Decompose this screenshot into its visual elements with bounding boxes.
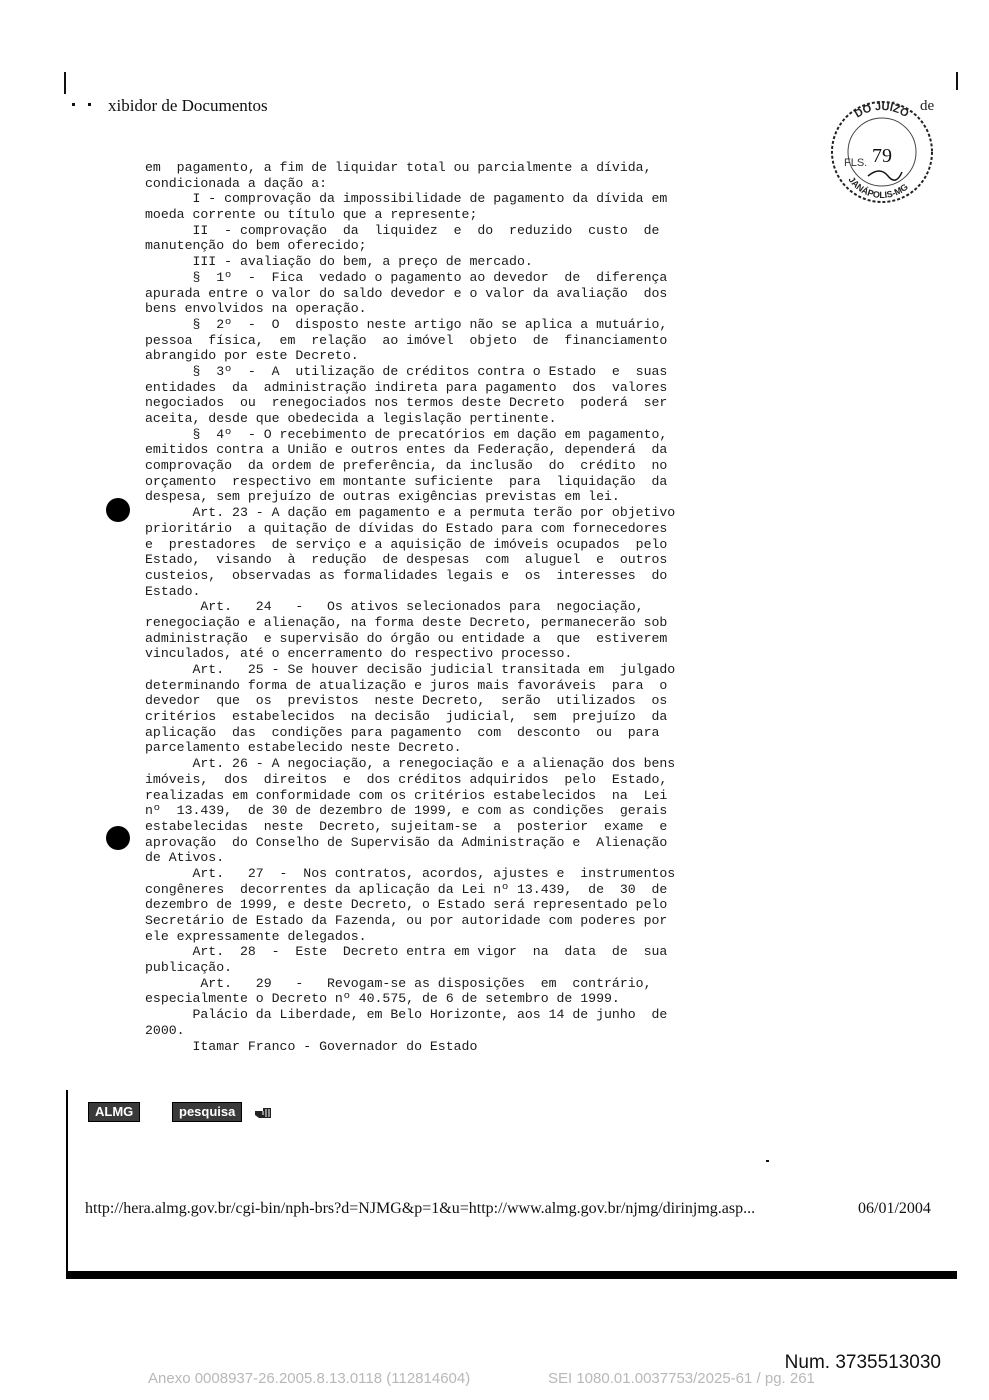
document-line: II - comprovação da liquidez e do reduzido custo de (145, 222, 660, 238)
document-line: ele expressamente delegados. (145, 928, 367, 944)
document-line: apurada entre o valor do saldo devedor e o valor da avaliação dos (145, 285, 668, 301)
stamp-ring-text-top: DO JUÍZO (852, 100, 911, 121)
document-line: publicação. (145, 960, 233, 976)
document-line: § 3º - A utilização de créditos contra o Estado e suas (145, 363, 668, 379)
page-number-label: de (920, 98, 935, 114)
document-line: em pagamento, a fim de liquidar total ou parcialmente a dívida, (145, 160, 652, 175)
document-line: especialmente o Decreto nº 40.575, de 6 de setembro de 1999. (145, 991, 620, 1007)
scan-dot (72, 103, 75, 106)
document-line: Art. 29 - Revogam-se as disposições em contrário, (145, 975, 652, 991)
document-line: pessoa física, em relação ao imóvel objeto de financiamento (145, 332, 668, 348)
stamp-fls-number: 79 (872, 145, 892, 167)
document-line: aceita, desde que obedecida a legislação pertinente. (145, 411, 557, 426)
document-line: I - comprovação da impossibilidade de pagamento da dívida em (145, 191, 668, 207)
document-line: Art. 25 - Se houver decisão judicial transitada em julgado (145, 662, 676, 677)
footer-url: http://hera.almg.gov.br/cgi-bin/nph-brs?d=NJMG&p=1&u=http://www.almg.gov.br/njmg/dirinjmg.asp... (85, 1200, 756, 1217)
document-line: bens envolvidos na operação. (145, 301, 367, 317)
document-line: Itamar Franco - Governador do Estado (145, 1038, 478, 1054)
document-line: parcelamento estabelecido neste Decreto. (145, 740, 462, 756)
scan-edge-mark-right (956, 72, 958, 90)
footer-date: 06/01/2004 (858, 1200, 931, 1217)
document-line: moeda corrente ou título que a represente; (145, 207, 478, 223)
document-line: abrangido por este Decreto. (145, 348, 359, 364)
document-line: negociados ou renegociados nos termos deste Decreto poderá ser (145, 395, 668, 411)
scan-dot (766, 1160, 769, 1162)
pointing-hand-icon[interactable] (254, 1106, 274, 1120)
document-body (145, 160, 745, 1054)
document-line: devedor que os previstos neste Decreto, serão utilizados os (145, 693, 668, 709)
document-line: de Ativos. (145, 850, 225, 866)
hole-punch-mark (106, 826, 130, 850)
stamp-fls-label: FLS. (844, 157, 868, 169)
page-title: xibidor de Documentos (108, 96, 268, 115)
stamp-ring-text-bottom: JANÁPOLIS-MG (846, 174, 910, 201)
document-line: estabelecidas neste Decreto, sujeitam-se a posterior exame e (145, 818, 668, 834)
document-line: orçamento respectivo em montante suficiente para liquidação da (145, 473, 668, 489)
document-number: Num. 3735513030 (784, 1352, 941, 1373)
pesquisa-button[interactable]: pesquisa (172, 1102, 242, 1122)
document-line: aplicação das condições para pagamento com desconto ou para (145, 724, 660, 740)
document-line: congêneres decorrentes da aplicação da Lei nº 13.439, de 30 de (145, 881, 668, 897)
document-line: manutenção do bem oferecido; (145, 238, 367, 254)
document-line: emitidos contra a União e outros entes da Federação, dependerá da (145, 442, 668, 458)
scan-dot (88, 103, 91, 106)
svg-text:DO JUÍZO (853, 101, 911, 121)
document-line: administração e supervisão do órgão ou entidade a que estiverem (145, 630, 668, 646)
document-line: imóveis, dos direitos e dos créditos adquiridos pelo Estado, (145, 771, 668, 787)
document-line: entidades da administração indireta para pagamento dos valores (145, 379, 668, 395)
document-line: nº 13.439, de 30 de dezembro de 1999, e com as condições gerais (145, 803, 668, 819)
document-line: Art. 26 - A negociação, a renegociação e a alienação dos bens (145, 756, 676, 772)
document-line: § 4º - O recebimento de precatórios em dação em pagamento, (145, 426, 668, 442)
document-line: condicionada a dação a: (145, 175, 328, 191)
document-line: Estado, visando à redução de despesas com aluguel e outros (145, 552, 668, 568)
document-line: Estado. (145, 583, 201, 599)
document-line: Art. 23 - A dação em pagamento e a permuta terão por objetivo (145, 505, 676, 521)
document-line: Secretário de Estado da Fazenda, ou por autoridade com poderes por (145, 913, 668, 928)
hole-punch-mark (106, 498, 130, 522)
scan-edge-mark-left (64, 72, 66, 94)
document-line: aprovação do Conselho de Supervisão da Administração e Alienação (145, 834, 668, 850)
document-line: 2000. (145, 1022, 185, 1038)
document-line: renegociação e alienação, na forma deste Decreto, permanecerão sob (145, 614, 668, 630)
document-line: Art. 24 - Os ativos selecionados para negociação, (145, 599, 644, 615)
document-line: comprovação da ordem de preferência, da inclusão do crédito no (145, 458, 668, 474)
document-line: dezembro de 1999, e deste Decreto, o Estado será representado pelo (145, 897, 668, 913)
stamp-seal-icon (822, 96, 940, 204)
document-line: despesa, sem prejuízo de outras exigências previstas em lei. (145, 489, 620, 505)
almg-button[interactable]: ALMG (88, 1102, 140, 1122)
document-line: III - avaliação do bem, a preço de mercado. (145, 254, 533, 270)
document-line: § 1º - Fica vedado o pagamento ao devedor de diferença (145, 269, 668, 285)
document-line: custeios, observadas as formalidades legais e os interesses do (145, 567, 668, 583)
sei-watermark: SEI 1080.01.0037753/2025-61 / pg. 261 (548, 1370, 815, 1387)
page-border-left (66, 1090, 68, 1278)
document-line: e prestadores de serviço e a aquisição de imóveis ocupados pelo (145, 536, 668, 552)
document-line: vinculados, até o encerramento do respectivo processo. (145, 646, 573, 662)
document-line: Palácio da Liberdade, em Belo Horizonte, aos 14 de junho de (145, 1007, 668, 1023)
svg-text:JANÁPOLIS-MG (847, 175, 910, 200)
court-stamp (822, 96, 940, 204)
document-line: critérios estabelecidos na decisão judicial, sem prejuízo da (145, 709, 668, 725)
document-line: Art. 27 - Nos contratos, acordos, ajustes e instrumentos (145, 865, 676, 881)
document-line: Art. 28 - Este Decreto entra em vigor na data de sua (145, 944, 668, 960)
page-border-bottom (66, 1271, 957, 1279)
document-line: prioritário a quitação de dívidas do Estado para com fornecedores (145, 520, 668, 536)
document-line: § 2º - O disposto neste artigo não se aplica a mutuário, (145, 316, 668, 332)
document-line: realizadas em conformidade com os critérios estabelecidos na Lei (145, 787, 668, 803)
document-line: determinando forma de atualização e juros mais favoráveis para o (145, 677, 668, 693)
anexo-watermark: Anexo 0008937-26.2005.8.13.0118 (112814604) (148, 1370, 471, 1387)
